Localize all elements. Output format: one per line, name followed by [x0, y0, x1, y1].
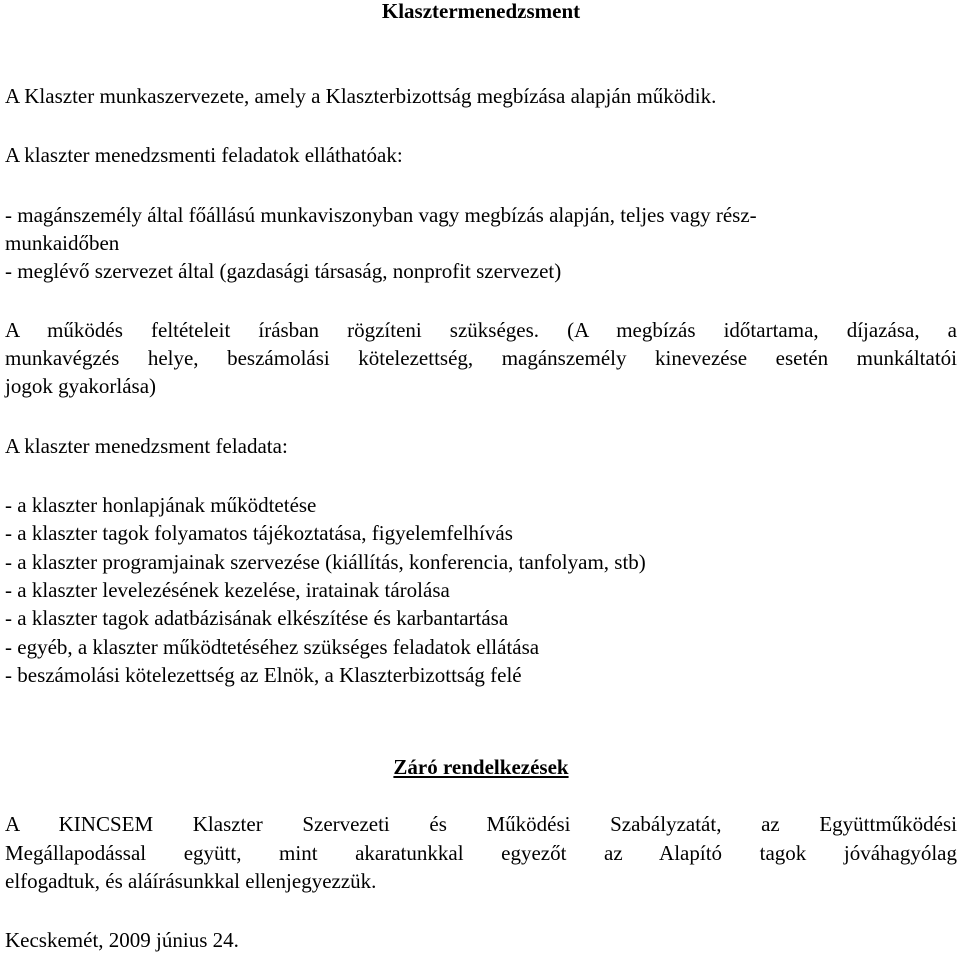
- closing-line: elfogadtuk, és aláírásunkkal ellenjegyezzük.: [5, 869, 377, 893]
- duty-item: - egyéb, a klaszter működtetéséhez szükséges feladatok ellátása: [5, 635, 540, 659]
- duty-item: - a klaszter honlapjának működtetése: [5, 493, 317, 517]
- closing-line: Megállapodással együtt, mint akaratunkkal egyezőt az Alapító tagok jóváhagyólag: [5, 841, 957, 865]
- duty-item: - a klaszter tagok adatbázisának elkészítése és karbantartása: [5, 606, 509, 630]
- duty-item: - beszámolási kötelezettség az Elnök, a Klaszterbizottság felé: [5, 663, 522, 687]
- page-title: Klasztermenedzsment: [381, 0, 581, 23]
- place-date: Kecskemét, 2009 június 24.: [5, 928, 239, 952]
- duty-item: - a klaszter tagok folyamatos tájékoztatása, figyelemfelhívás: [5, 521, 513, 545]
- duties-heading: A klaszter menedzsment feladata:: [5, 434, 288, 458]
- closing-title: Záró rendelkezések: [393, 755, 569, 779]
- intro-paragraph: A Klaszter munkaszervezete, amely a Klaszterbizottság megbízása alapján működik.: [5, 84, 717, 108]
- closing-line: A KINCSEM Klaszter Szervezeti és Működési Szabályzatát, az Együttműködési: [5, 812, 957, 836]
- duty-item: - a klaszter levelezésének kezelése, iratainak tárolása: [5, 578, 450, 602]
- conditions-line: A működés feltételeit írásban rögzíteni szükséges. (A megbízás időtartama, díjazása, a: [5, 318, 957, 342]
- option-line: - magánszemély által főállású munkaviszonyban vagy megbízás alapján, teljes vagy rész-: [5, 203, 757, 227]
- conditions-line: munkavégzés helye, beszámolási kötelezettség, magánszemély kinevezése esetén munkáltatói: [5, 346, 957, 370]
- option-line: - meglévő szervezet által (gazdasági társaság, nonprofit szervezet): [5, 259, 562, 283]
- conditions-line: jogok gyakorlása): [5, 374, 157, 398]
- tasks-intro: A klaszter menedzsmenti feladatok elláthatóak:: [5, 143, 403, 167]
- duty-item: - a klaszter programjainak szervezése (kiállítás, konferencia, tanfolyam, stb): [5, 550, 646, 574]
- option-line: munkaidőben: [5, 231, 120, 255]
